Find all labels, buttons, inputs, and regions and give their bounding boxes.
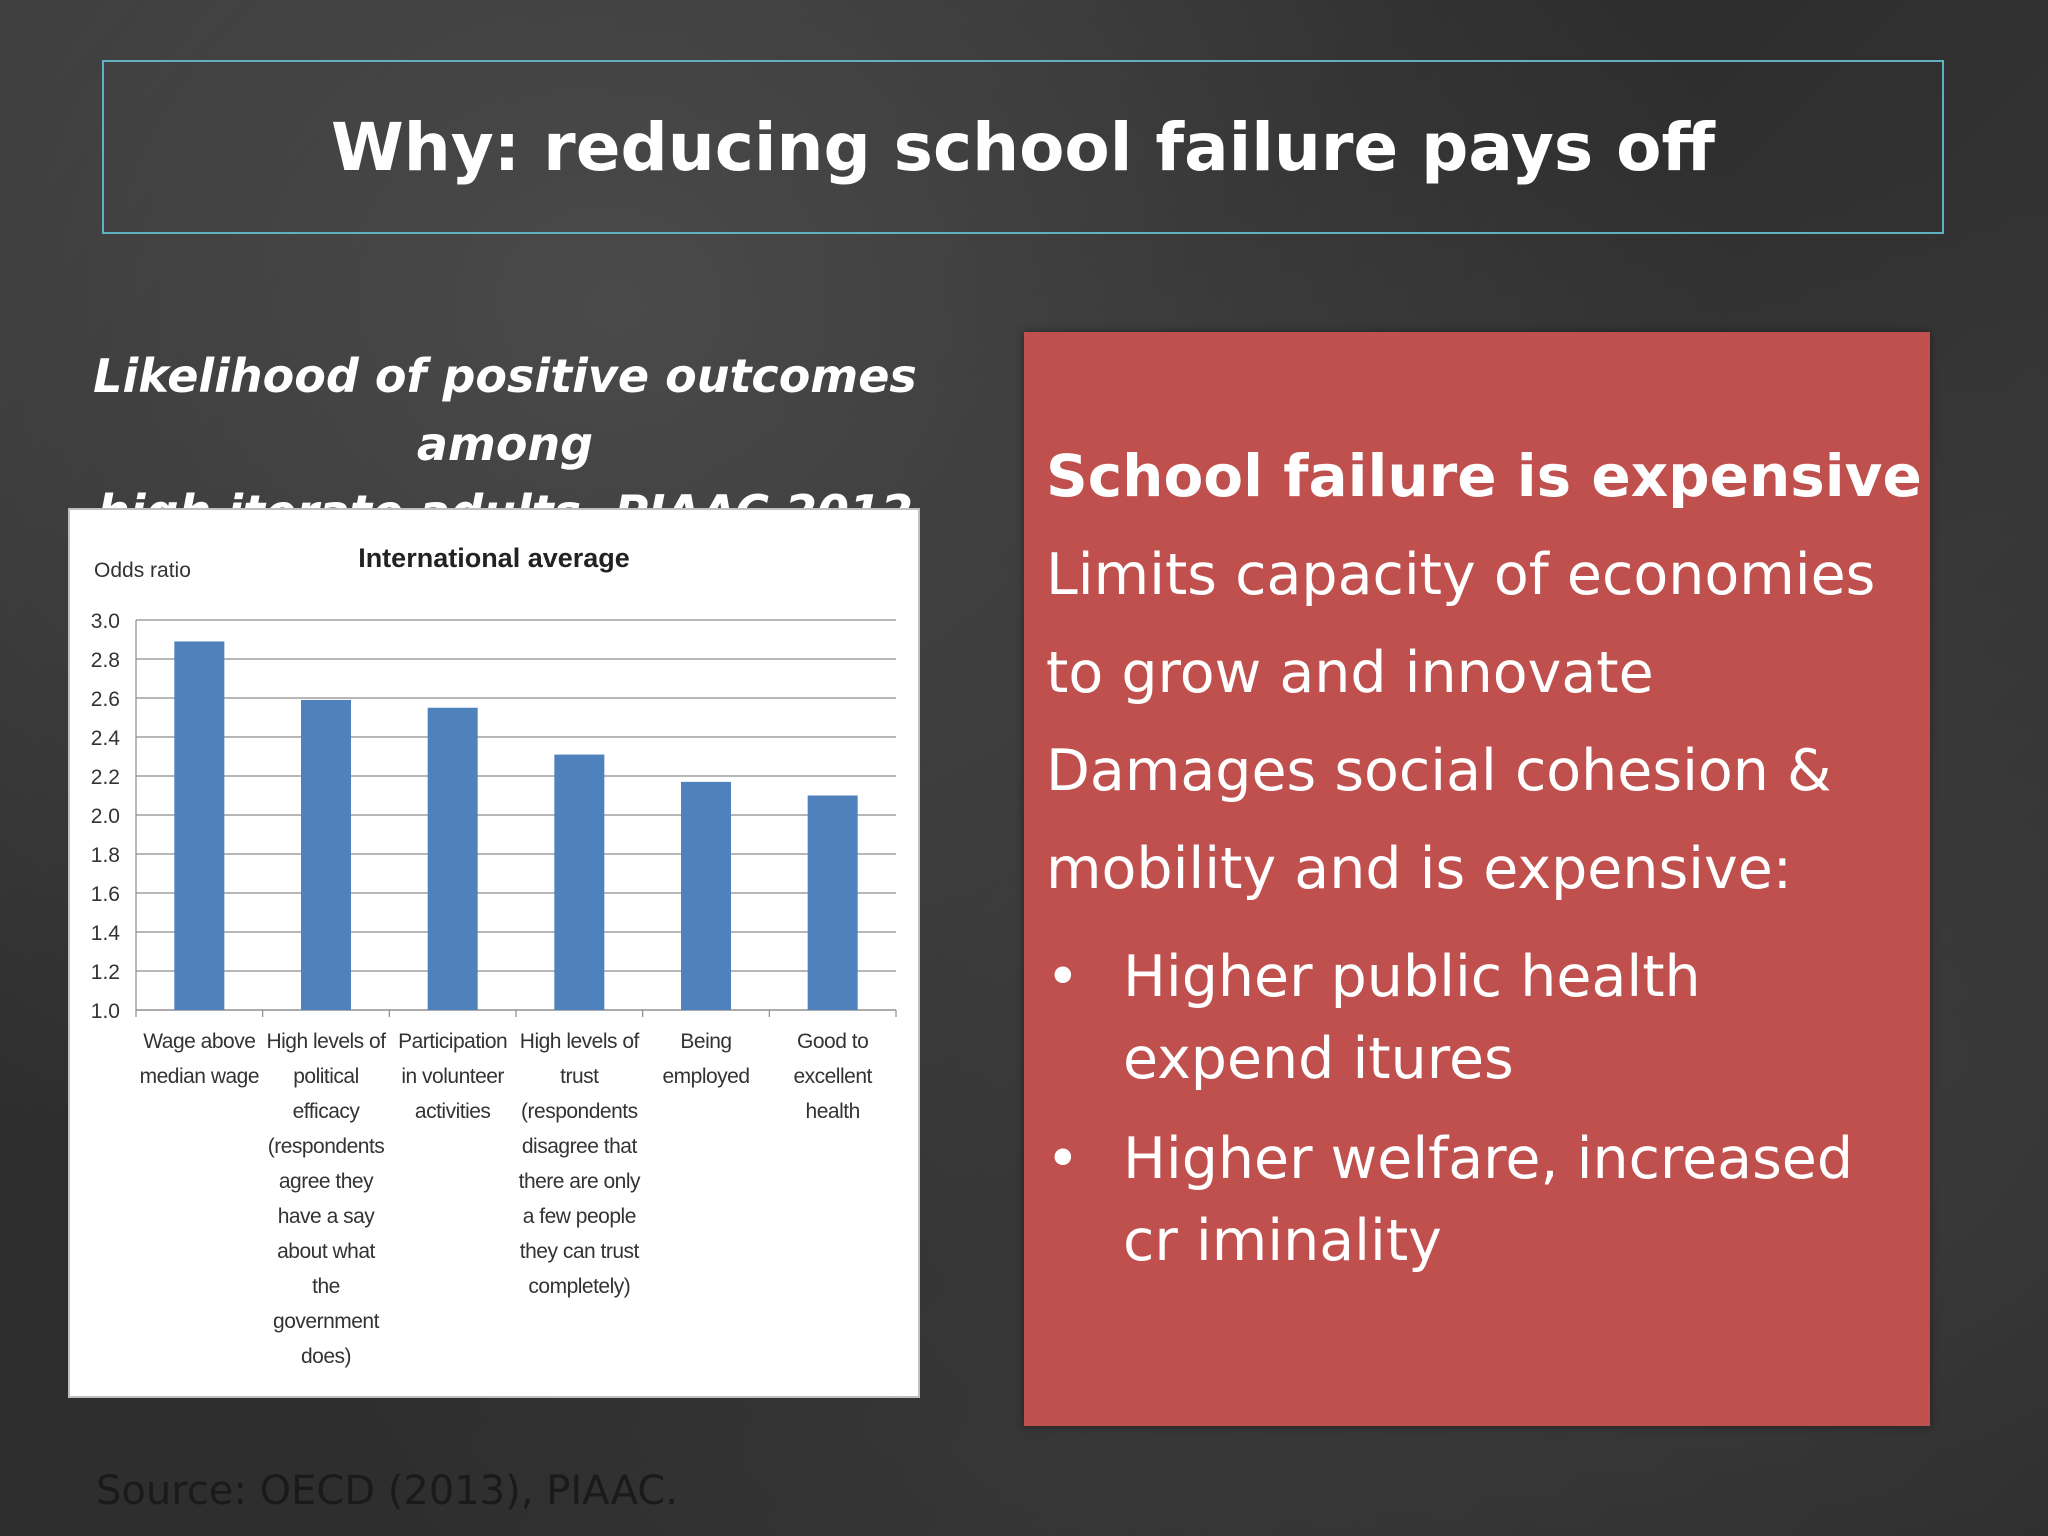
x-category-label: [770, 1024, 896, 1129]
x-category-label-line: a few people: [522, 1205, 636, 1228]
y-tick-label: 1.6: [90, 883, 120, 906]
bar: [681, 782, 731, 1010]
y-tick-label: 2.8: [90, 649, 120, 672]
x-category-label-line: High levels of: [519, 1030, 639, 1053]
x-category-label-line: in volunteer: [401, 1065, 504, 1088]
x-category-label-line: does): [300, 1345, 352, 1368]
panel-line-2: to grow and innovate: [1046, 640, 1654, 706]
panel-heading: School failure is expensive: [1046, 442, 1922, 510]
chart-caption-line-1: Likelihood of positive outcomes among: [93, 349, 917, 471]
x-category-label-line: Good to: [797, 1030, 869, 1053]
y-axis-label: Odds ratio: [94, 559, 191, 582]
source-note: Source: OECD (2013), PIAAC.: [96, 1468, 678, 1514]
x-category-label-line: excellent: [793, 1065, 872, 1088]
x-category-label: [136, 1024, 262, 1094]
slide-title: Why: reducing school failure pays off: [331, 108, 1715, 186]
x-category-label-line: (respondents: [521, 1100, 638, 1123]
x-category-label-line: Wage above: [143, 1030, 256, 1053]
bar-chart: [68, 508, 920, 1398]
bullet-text: Higher public health expend itures: [1123, 944, 1701, 1092]
x-category-label-line: disagree that: [521, 1135, 637, 1158]
x-category-label-line: (respondents: [267, 1135, 385, 1158]
panel-line-1: Limits capacity of economies: [1046, 542, 1876, 608]
panel-line-3: Damages social cohesion &: [1046, 738, 1832, 804]
bullet-text: Higher welfare, increased cr iminality: [1123, 1126, 1854, 1274]
x-category-label-line: health: [805, 1100, 860, 1123]
x-category-label-line: they can trust: [519, 1240, 639, 1263]
x-category-label-line: employed: [662, 1065, 750, 1088]
y-tick-label: 1.0: [90, 1000, 120, 1023]
bullet-icon: •: [1046, 944, 1080, 1010]
y-tick-label: 2.4: [90, 727, 120, 750]
y-tick-label: 3.0: [90, 610, 120, 633]
x-category-label-line: there are only: [518, 1170, 641, 1193]
bar: [808, 796, 858, 1011]
bar: [428, 708, 478, 1010]
x-category-label-line: High levels of: [266, 1030, 386, 1053]
x-category-label-line: government: [273, 1310, 379, 1333]
chart-plot: [70, 510, 922, 1400]
x-category-label-line: political: [293, 1065, 359, 1088]
bullet-icon: •: [1046, 1126, 1080, 1192]
y-tick-label: 2.0: [90, 805, 120, 828]
chart-title: International average: [358, 543, 630, 573]
bar: [554, 755, 604, 1010]
x-category-label: [263, 1024, 389, 1374]
y-tick-label: 1.8: [90, 844, 120, 867]
y-tick-label: 1.4: [90, 922, 120, 945]
y-tick-label: 2.6: [90, 688, 120, 711]
x-category-label-line: Being: [680, 1030, 732, 1053]
info-panel: [1024, 332, 1930, 1426]
x-category-label-line: the: [312, 1275, 340, 1298]
x-category-label-line: trust: [560, 1065, 599, 1088]
x-category-label: [516, 1024, 642, 1304]
x-category-label-line: efficacy: [292, 1100, 360, 1123]
title-box: [102, 60, 1944, 234]
x-category-label-line: agree they: [278, 1170, 374, 1193]
y-tick-label: 2.2: [90, 766, 120, 789]
x-category-label-line: median wage: [139, 1065, 260, 1088]
x-category-label-line: completely): [528, 1275, 631, 1298]
y-tick-label: 1.2: [90, 961, 120, 984]
panel-line-4: mobility and is expensive:: [1046, 836, 1793, 902]
x-category-label: [390, 1024, 516, 1129]
bar: [301, 700, 351, 1010]
x-category-label: [643, 1024, 769, 1094]
x-category-label-line: have a say: [277, 1205, 375, 1228]
bar: [174, 641, 224, 1010]
x-category-label-line: Participation: [398, 1030, 508, 1053]
x-category-label-line: about what: [277, 1240, 375, 1263]
x-category-label-line: activities: [414, 1100, 491, 1123]
